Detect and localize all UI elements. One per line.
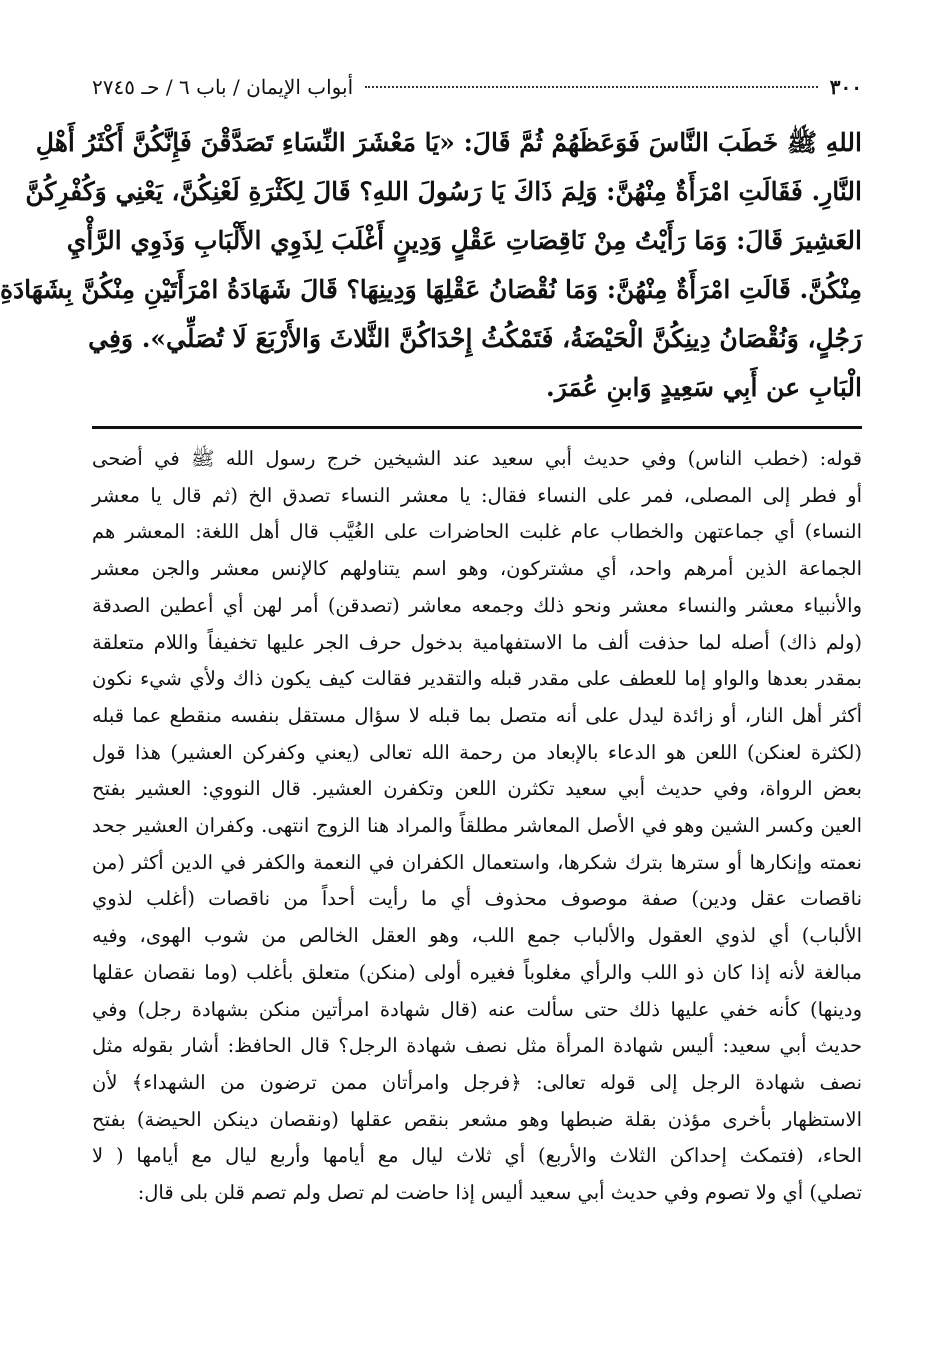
- hadith-line: النَّارِ. فَقَالَتِ امْرَأَةٌ مِنْهُنَّ: وَلِمَ ذَاكَ يَا رَسُولَ اللهِ؟ قَالَ لِكَثْرَةِ لَعْنِكُنَّ، يَعْنِي وَكُفْرِكُنَّ: [25, 177, 862, 206]
- commentary-line: أكثر أهل النار، أو زائدة ليدل على أنه متصل بما قبله لا سؤال مستقل بنفسه منقطع عما قبله: [92, 703, 862, 727]
- commentary-line: الألباب) أي لذوي العقول والألباب جمع اللب، وهو العقل الخالص من شوب الهوى، وفيه: [92, 924, 862, 948]
- commentary-line: العين وكسر الشين وهو في الأصل المعاشر مطلقاً والمراد هنا الزوج انتهى. وكفران العشير جحد: [92, 814, 862, 838]
- commentary-line: حديث أبي سعيد: أليس شهادة المرأة مثل نصف شهادة الرجل؟ قال الحافظ: أشار بقوله مثل: [92, 1034, 862, 1058]
- commentary-line: تصلي) أي ولا تصوم وفي حديث أبي سعيد أليس إذا حاضت لم تصل ولم تصم قلن بلى قال:: [137, 1181, 862, 1205]
- commentary-line: ودينها) كأنه خفي عليها ذلك حتى سألت عنه (قال شهادة امرأتين منكن بشهادة رجل) وفي: [92, 997, 862, 1021]
- commentary-line: مبالغة لأنه إذا كان ذو اللب والرأي مغلوباً فغيره أولى (منكن) متعلق بأغلب (وما نقصان عقلها: [92, 960, 862, 984]
- hadith-line: العَشِيرَ قَالَ: وَمَا رَأَيْتُ مِنْ نَاقِصَاتِ عَقْلٍ وَدِينٍ أَغْلَبَ لِذَوِي الأَلْبَابِ وَذَوِي الرَّأْيِ: [66, 226, 862, 255]
- commentary-line: بعض الرواة، وفي حديث أبي سعيد تكثرن اللعن وتكفرن العشير. قال النووي: العشير بفتح: [92, 777, 862, 801]
- commentary-line: ناقصات عقل ودين) صفة موصوف محذوف أي ما رأيت أحداً من ناقصات (أغلب لذوي: [92, 887, 862, 911]
- hadith-line: الْبَابِ عن أَبِي سَعِيدٍ وَابنِ عُمَرَ.: [545, 373, 862, 402]
- book-page: [0, 70, 862, 1212]
- running-title: أبواب الإيمان / باب ٦ / حـ ٢٧٤٥: [92, 75, 354, 99]
- commentary-line: بمقدر بعدها والواو إما للعطف على مقدر قبله والتقدير فقالت كيف يكون ذاك ولأي شيء نكون: [92, 667, 862, 691]
- hadith-line: اللهِ ﷺ خَطَبَ النَّاسَ فَوَعَظَهُمْ ثُمَّ قَالَ: «يَا مَعْشَرَ النِّسَاءِ تَصَدَّقْنَ فَإِنَّكُنَّ أَكْثَرُ أَهْلِ: [35, 128, 862, 157]
- commentary-line: الحاء، (فتمكث إحداكن الثلاث والأربع) أي ثلاث ليال مع أيامها وأربع ليال مع أيامها ( لا: [92, 1144, 862, 1168]
- leader-dots: [365, 86, 818, 88]
- hadith-text: [0, 118, 862, 412]
- commentary-line: قوله: (خطب الناس) وفي حديث أبي سعيد عند الشيخين خرج رسول الله ﷺ في أضحى: [92, 447, 862, 470]
- page-number: ٣٠٠: [829, 75, 862, 99]
- separator-rule: [92, 426, 862, 429]
- hadith-line: رَجُلٍ، وَنُقْصَانُ دِينِكُنَّ الْحَيْضَةُ، فَتَمْكُثُ إِحْدَاكُنَّ الثَّلاثَ وَالأَرْبَعَ لَا تُصَلِّي». وَفِي: [88, 324, 862, 353]
- commentary-line: والأنبياء معشر والنساء معشر ونحو ذلك وجمعه معاشر (تصدقن) أمر لهن أي أعطين الصدقة: [92, 593, 862, 617]
- commentary-line: (لكثرة لعنكن) اللعن هو الدعاء بالإبعاد من رحمة الله تعالى (يعني وكفركن العشير) هذا قول: [92, 740, 862, 764]
- commentary-line: نعمته وإنكارها أو سترها بترك شكرها، واستعمال الكفران في النعمة والكفر في الدين أكثر (من: [92, 850, 862, 874]
- commentary-text: [92, 441, 862, 1212]
- commentary-line: (ولم ذاك) أصله لما حذفت ألف ما الاستفهامية بدخول حرف الجر عليها تخفيفاً واللام متعلقة: [92, 630, 862, 654]
- running-header: [92, 70, 862, 104]
- commentary-line: الجماعة الذين أمرهم واحد، أي مشتركون، وهو اسم يتناولهم كالإنس معشر والجن معشر: [92, 557, 862, 581]
- commentary-line: أو فطر إلى المصلى، فمر على النساء فقال: يا معشر النساء تصدق الخ (ثم قال يا معشر: [92, 483, 862, 507]
- commentary-line: النساء) أي جماعتهن والخطاب عام غلبت الحاضرات على الغُيَّب قال أهل اللغة: المعشر هم: [92, 520, 862, 544]
- commentary-line: نصف شهادة الرجل إلى قوله تعالى: ﴿فرجل وامرأتان ممن ترضون من الشهداء﴾ لأن: [92, 1070, 862, 1094]
- hadith-line: مِنْكُنَّ. قَالَتِ امْرَأَةٌ مِنْهُنَّ: وَمَا نُقْصَانُ عَقْلِهَا وَدِينِهَا؟ قَالَ شَهَادَةُ امْرَأَتَيْنِ مِنْكُنَّ بِشَهَادَةِ: [0, 275, 862, 304]
- commentary-line: الاستظهار بأخرى مؤذن بقلة ضبطها وهو مشعر بنقص عقلها (ونقصان دينكن الحيضة) بفتح: [92, 1107, 862, 1131]
